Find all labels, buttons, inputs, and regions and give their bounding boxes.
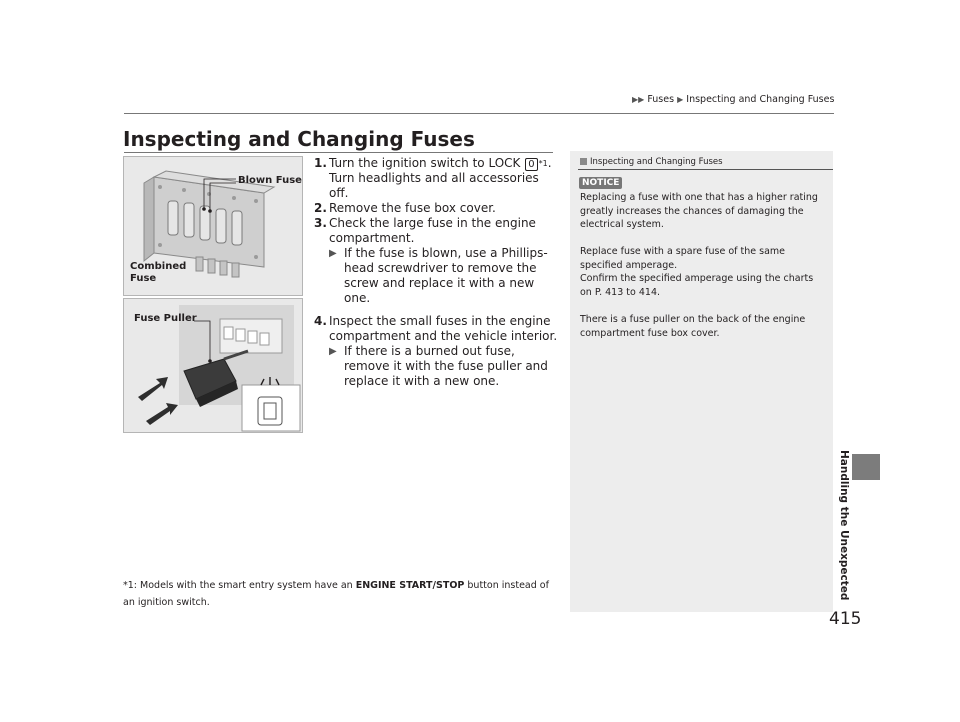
footnote-bold-term: ENGINE START/STOP	[355, 580, 465, 591]
side-note-rule	[578, 169, 833, 170]
step-4	[314, 314, 559, 389]
step-3-substep-text: If the fuse is blown, use a Phillips-head screwdriver to remove the screw and replace it with a new one.	[344, 246, 548, 305]
blown-fuse-callout: Blown Fuse	[238, 175, 302, 186]
step-number: 2.	[314, 201, 327, 215]
step-4-substep-text: If there is a burned out fuse, remove it with the fuse puller and replace it with a new one.	[344, 344, 548, 388]
note-paragraph: There is a fuse puller on the back of the engine compartment fuse box cover.	[580, 314, 806, 339]
step-2-text: Remove the fuse box cover.	[329, 201, 496, 215]
footnote	[123, 577, 563, 611]
step-number: 4.	[314, 314, 327, 328]
step-2	[314, 201, 559, 216]
instruction-steps	[314, 156, 559, 389]
combined-fuse-callout	[130, 261, 186, 285]
breadcrumb-item-current[interactable]: Inspecting and Changing Fuses	[686, 94, 835, 105]
page-number: 415	[829, 609, 862, 629]
note-paragraph: Replace fuse with a spare fuse of the same specified amperage.	[580, 246, 785, 271]
triangle-icon: ▶	[677, 95, 684, 104]
footnote-text-after: button instead of an ignition switch.	[123, 580, 549, 608]
step-1-text-before: Turn the ignition switch to LOCK	[329, 156, 525, 170]
fuse-puller-illustration	[123, 298, 303, 433]
triangle-arrow-icon: ▶	[329, 248, 337, 259]
combined-fuse-callout-line2: Fuse	[130, 273, 157, 284]
note-paragraph: Confirm the specified amperage using the charts on P. 413 to 414.	[580, 273, 814, 298]
breadcrumb	[632, 94, 834, 105]
step-1	[314, 156, 559, 201]
footnote-text-before: Models with the smart entry system have an	[140, 580, 353, 591]
notice-badge: NOTICE	[579, 177, 622, 189]
note-marker-icon	[580, 158, 587, 165]
fuse-puller-callout: Fuse Puller	[134, 313, 197, 324]
section-side-tab[interactable]: Handling the Unexpected	[838, 450, 850, 601]
combined-fuse-callout-line1: Combined	[130, 261, 187, 272]
footnote-mark: *1:	[123, 580, 137, 591]
step-3-text: Check the large fuse in the engine compartment.	[329, 216, 536, 245]
double-triangle-icon: ▶▶	[632, 95, 645, 104]
side-note-heading	[580, 157, 723, 167]
triangle-arrow-icon: ▶	[329, 346, 337, 357]
step-number: 3.	[314, 216, 327, 230]
header-rule	[124, 113, 834, 114]
step-number: 1.	[314, 156, 327, 170]
combined-fuse-illustration	[123, 156, 303, 296]
section-tab-marker	[852, 454, 880, 480]
title-rule	[124, 152, 553, 153]
step-3-substep	[329, 246, 559, 306]
side-note-heading-text: Inspecting and Changing Fuses	[590, 157, 723, 167]
step-1-text-after: . Turn headlights and all accessories off.	[329, 156, 552, 200]
note-paragraph: Replacing a fuse with one that has a higher rating greatly increases the chances of damaging the electrical system.	[580, 192, 818, 230]
step-4-substep	[329, 344, 559, 389]
footnote-ref[interactable]: *1	[538, 159, 548, 168]
step-4-text: Inspect the small fuses in the engine compartment and the vehicle interior.	[329, 314, 558, 343]
lock-position-key-icon: 0	[525, 158, 537, 171]
step-3	[314, 216, 559, 306]
page-title: Inspecting and Changing Fuses	[123, 127, 475, 151]
breadcrumb-item-fuses[interactable]: Fuses	[647, 94, 675, 105]
